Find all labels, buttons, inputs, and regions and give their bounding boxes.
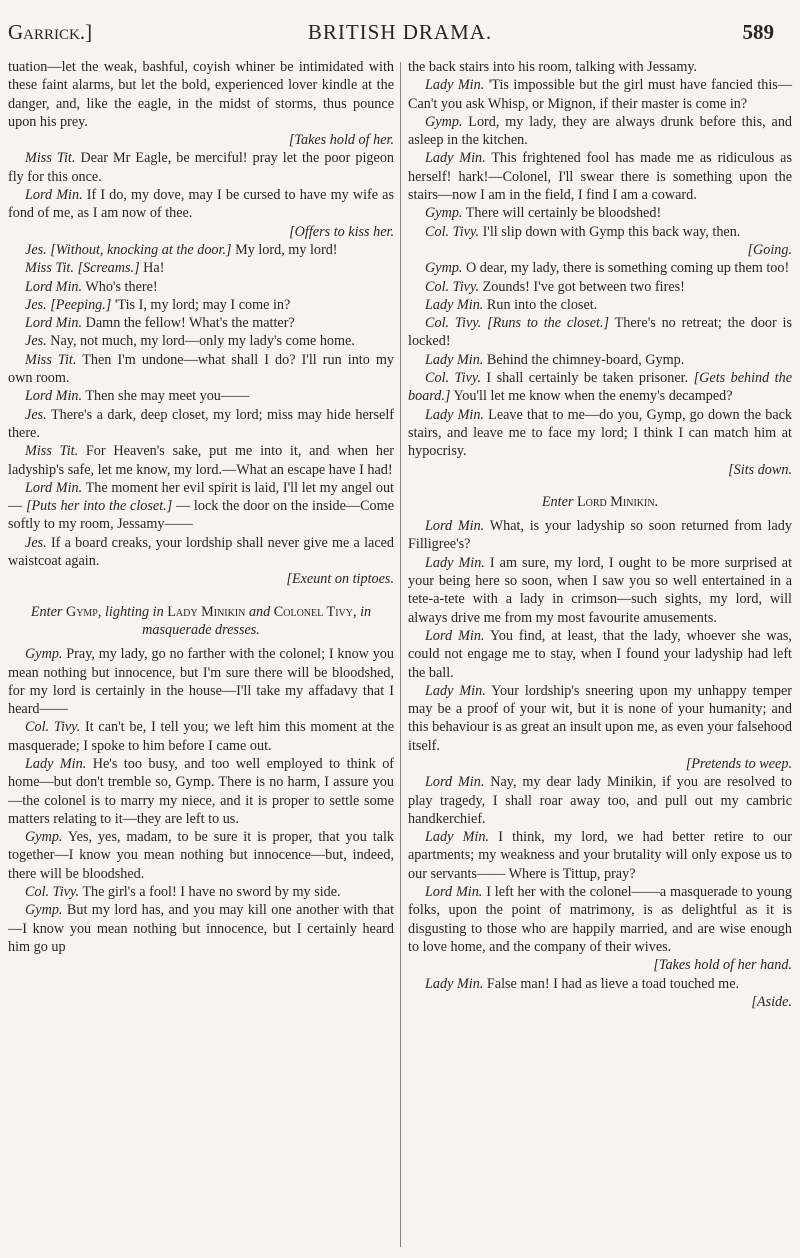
speech bbox=[408, 278, 792, 296]
speech-text: Dear Mr Eagle, be merciful! pray let the poor pigeon fly for this once. bbox=[8, 150, 395, 185]
speech-text: But my lord has, and you may kill one another with that—I know you mean nothing but innocence, but I certainly heard him go up bbox=[8, 902, 395, 955]
speaker-name: Lady Min. bbox=[25, 755, 87, 772]
speaker-name: Jes. bbox=[25, 333, 47, 350]
speech bbox=[8, 149, 394, 186]
speaker-name: Lady Min. bbox=[425, 682, 486, 699]
speech bbox=[8, 479, 394, 534]
left-column bbox=[8, 58, 394, 956]
speech-text: Zounds! I've got between two fires! bbox=[482, 278, 685, 295]
speaker-name: Lord Min. bbox=[425, 518, 485, 535]
text-line bbox=[408, 58, 792, 76]
speaker-name: Col. Tivy. bbox=[425, 223, 480, 240]
speaker-name: Col. Tivy. bbox=[25, 884, 80, 901]
speaker-name: Col. Tivy. bbox=[425, 370, 481, 387]
speaker-name: Lord Min. bbox=[25, 479, 83, 496]
entrance-word: Enter bbox=[541, 493, 577, 510]
stage-direction: [Without, knocking at the door.] bbox=[50, 241, 232, 258]
stage-direction: [Screams.] bbox=[77, 260, 140, 277]
entrance-character: Lady Minikin bbox=[167, 603, 246, 620]
stage-direction: [Takes hold of her. bbox=[288, 132, 394, 149]
entrance-word: lighting in bbox=[104, 603, 164, 620]
speech-text: What, is your ladyship so soon returned from lady Filligree's? bbox=[408, 518, 792, 553]
speech bbox=[8, 406, 394, 443]
speech bbox=[8, 332, 394, 350]
speech-text: I think, my lord, we had better retire to our apartments; my weakness and your brutality will only expose us to our servants—— Where is Tittup, pray? bbox=[408, 829, 793, 882]
speech-text: Yes, yes, madam, to be sure it is proper, that you talk together—I know you mean nothing but innocence—but, indeed, there will be bloodshed. bbox=[8, 829, 394, 882]
speech-text: Then I'm undone—what shall I do? I'll run into my own room. bbox=[8, 351, 395, 387]
speaker-name: Miss Tit. bbox=[25, 351, 77, 368]
speech bbox=[408, 828, 792, 883]
speech-text: My lord, my lord! bbox=[235, 241, 338, 258]
speaker-name: Lord Min. bbox=[425, 774, 485, 791]
speech-text: For Heaven's sake, put me into it, and when her ladyship's safe, let me know, my lord.—What an escape have I had! bbox=[8, 443, 394, 478]
speech bbox=[408, 296, 792, 314]
speech bbox=[8, 442, 394, 479]
running-head-title: BRITISH DRAMA. bbox=[307, 20, 493, 44]
stage-entrance bbox=[408, 493, 792, 511]
speech bbox=[8, 828, 394, 883]
text-line bbox=[8, 58, 394, 149]
speech-text: The girl's a fool! I have no sword by my side. bbox=[82, 884, 341, 901]
speaker-name: Lord Min. bbox=[425, 627, 485, 644]
speech-text: If a board creaks, your lordship shall never give me a laced waistcoat again. bbox=[8, 534, 395, 570]
speech-text: Behind the chimney-board, Gymp. bbox=[486, 351, 685, 368]
speaker-name: Col. Tivy. bbox=[25, 719, 81, 736]
speech bbox=[8, 278, 394, 296]
speech bbox=[408, 149, 792, 204]
speech-text: There's no retreat; the door is locked! bbox=[408, 315, 793, 350]
speech-text: False man! I had as lieve a toad touched me. bbox=[486, 975, 740, 992]
speech-text: You'll let me know when the enemy's decamped? bbox=[453, 388, 733, 405]
speaker-name: Gymp. bbox=[25, 646, 63, 663]
speaker-name: Lord Min. bbox=[25, 388, 83, 405]
speech-text: Lord, my lady, they are always drunk before this, and asleep in the kitchen. bbox=[408, 113, 793, 149]
speaker-name: Lady Min. bbox=[425, 829, 489, 846]
speech bbox=[408, 517, 792, 554]
speech-text: 'Tis impossible but the girl must have fancied this—Can't you ask Whisp, or Mignon, if their master is come in? bbox=[408, 77, 793, 112]
speech-text: Leave that to me—do you, Gymp, go down the back stairs, and leave me to face my lord; I think I can match him at hypocrisy. bbox=[408, 406, 793, 460]
entrance-word: Enter bbox=[30, 603, 66, 620]
entrance-character: Colonel Tivy, bbox=[273, 603, 357, 620]
speaker-name: Gymp. bbox=[25, 829, 63, 846]
speech-text: There's a dark, deep closet, my lord; miss may hide herself there. bbox=[8, 406, 394, 441]
speech bbox=[408, 76, 792, 113]
speech-text: — lock the door on the inside—Come softly to my room, Jessamy—— bbox=[8, 498, 394, 533]
speech-text: O dear, my lady, there is something coming up them too! bbox=[466, 260, 790, 277]
speech bbox=[408, 223, 792, 260]
speaker-name: Lord Min. bbox=[25, 187, 83, 204]
speaker-name: Lady Min. bbox=[425, 150, 486, 167]
speech-text: There will certainly be bloodshed! bbox=[465, 205, 662, 222]
stage-direction: [Sits down. bbox=[728, 461, 792, 478]
speech-text: The moment her evil spirit is laid, I'll let my angel out— bbox=[8, 479, 394, 515]
speech bbox=[408, 113, 792, 150]
speaker-name: Gymp. bbox=[425, 260, 463, 277]
speech bbox=[8, 901, 394, 956]
speech bbox=[408, 883, 792, 974]
speech bbox=[408, 259, 792, 277]
speaker-name: Miss Tit. bbox=[25, 443, 79, 460]
speech-text: Run into the closet. bbox=[486, 296, 598, 313]
stage-direction: [Takes hold of her hand. bbox=[653, 957, 792, 974]
speech bbox=[408, 369, 792, 406]
speech bbox=[8, 534, 394, 589]
speech bbox=[8, 241, 394, 259]
column-divider bbox=[400, 62, 401, 1247]
stage-direction: [Gets behind the board.] bbox=[408, 370, 792, 405]
speaker-name: Lady Min. bbox=[425, 77, 485, 94]
speech bbox=[408, 406, 792, 479]
speech bbox=[8, 718, 394, 755]
speaker-name: Jes. bbox=[25, 296, 47, 313]
speaker-name: Lord Min. bbox=[425, 884, 483, 901]
speech bbox=[408, 627, 792, 682]
speech-text: the back stairs into his room, talking with Jessamy. bbox=[408, 59, 698, 75]
speaker-name: Lady Min. bbox=[425, 406, 484, 423]
entrance-word: and bbox=[248, 603, 271, 620]
speech bbox=[408, 975, 792, 1012]
stage-direction: [Peeping.] bbox=[50, 296, 112, 313]
speaker-name: Lady Min. bbox=[425, 351, 484, 368]
speech-text: I left her with the colonel——a masquerade to young folks, upon the point of matrimony, is as delightful as it is disgusting to those who are happily married, and are wise enough to love home, and the company of their wives. bbox=[408, 884, 792, 955]
speaker-name: Jes. bbox=[25, 534, 47, 551]
speech bbox=[408, 314, 792, 351]
speech-text: Who's there! bbox=[85, 278, 158, 295]
speech bbox=[8, 296, 394, 314]
speech-text: I'll slip down with Gymp this back way, then. bbox=[482, 223, 741, 240]
speech-text: Nay, my dear lady Minikin, if you are resolved to play tragedy, I shall roar away too, and pull out my cambric handkerchief. bbox=[408, 774, 792, 827]
page-header bbox=[0, 14, 800, 54]
speech bbox=[8, 186, 394, 241]
speech-text: I am sure, my lord, I ought to be more surprised at your being here so soon, when I saw you so well entertained in a tete-a-tete with a lady in crimson—such sights, my lord, will always drive me from my most favourite amusements. bbox=[408, 554, 793, 626]
speaker-name: Miss Tit. bbox=[25, 150, 76, 167]
speech bbox=[408, 554, 792, 627]
speech-text: Pray, my lady, go no farther with the colonel; I know you mean nothing but innocence, but I'm sure there will be bloodshed, for my lord is certainly in the house—I'll take my affadavy that I heard—— bbox=[8, 646, 394, 718]
speech-text: Your lordship's sneering upon my unhappy temper may be a proof of your wit, but it is none of your humanity; and this behaviour is as great an insult upon me, as even your falsehood itself. bbox=[408, 682, 792, 754]
stage-direction: [Puts her into the closet.] bbox=[25, 498, 173, 515]
stage-direction: [Exeunt on tiptoes. bbox=[286, 571, 394, 588]
speaker-name: Jes. bbox=[25, 241, 47, 258]
speech bbox=[408, 351, 792, 369]
speech-text: Damn the fellow! What's the matter? bbox=[85, 315, 295, 332]
entrance-character: Lord Minikin. bbox=[576, 493, 659, 510]
speech bbox=[408, 682, 792, 773]
speech-text: I shall certainly be taken prisoner. bbox=[486, 370, 689, 387]
entrance-word: in masquerade dresses. bbox=[142, 603, 372, 638]
speaker-name: Jes. bbox=[25, 406, 47, 423]
speech bbox=[8, 883, 394, 901]
speaker-name: Lord Min. bbox=[25, 278, 83, 295]
speech-text: This frightened fool has made me as ridiculous as herself! hark!—Colonel, I'll swear there is something upon the stairs—now I am in the field, I find I am a coward. bbox=[408, 150, 793, 204]
speech-text: tuation—let the weak, bashful, coyish whiner be intimidated with these faint alarms, but let the bold, experienced lover kindle at the danger, and, like the eagle, in the midst of storms, thus pounce upon his prey. bbox=[8, 59, 394, 130]
speech bbox=[8, 387, 394, 405]
speech-text: 'Tis I, my lord; may I come in? bbox=[114, 296, 291, 313]
speech-text: You find, at least, that the lady, whoever she was, could not engage me to stay, when I found your ladyship had left the ball. bbox=[408, 627, 792, 681]
speaker-name: Lady Min. bbox=[425, 975, 484, 992]
stage-direction: [Runs to the closet.] bbox=[487, 315, 610, 332]
entrance-character: Gymp, bbox=[65, 603, 102, 620]
speech bbox=[8, 259, 394, 277]
stage-entrance bbox=[8, 603, 394, 640]
stage-direction: [Aside. bbox=[751, 993, 792, 1010]
speaker-name: Lady Min. bbox=[425, 296, 484, 313]
speech bbox=[408, 773, 792, 828]
speech-text: Ha! bbox=[143, 260, 165, 277]
speech-text: He's too busy, and too well employed to think of home—but don't tremble so, Gymp. There is no harm, I assure you—the colonel is to marry my niece, and it is proper to settle some matters relating to it—they are left to us. bbox=[8, 755, 395, 827]
speech-text: Nay, not much, my lord—only my lady's come home. bbox=[50, 333, 355, 350]
stage-direction: [Offers to kiss her. bbox=[289, 223, 394, 240]
stage-direction: [Going. bbox=[747, 241, 792, 258]
speaker-name: Gymp. bbox=[425, 113, 463, 130]
speech-text: If I do, my dove, may I be cursed to have my wife as fond of me, as I am now of thee. bbox=[8, 187, 394, 222]
stage-direction: [Pretends to weep. bbox=[685, 755, 792, 772]
speaker-name: Col. Tivy. bbox=[425, 315, 482, 332]
speech bbox=[8, 314, 394, 332]
speaker-name: Gymp. bbox=[25, 902, 63, 919]
speech-text: It can't be, I tell you; we left him this moment at the masquerade; I spoke to him before I came out. bbox=[8, 719, 395, 754]
speech-text: Then she may meet you—— bbox=[85, 388, 250, 405]
page-number: 589 bbox=[742, 20, 774, 44]
speech bbox=[8, 351, 394, 388]
speech bbox=[8, 755, 394, 828]
speaker-name: Lord Min. bbox=[25, 315, 83, 332]
speaker-name: Col. Tivy. bbox=[425, 278, 480, 295]
speech bbox=[8, 645, 394, 718]
speaker-name: Gymp. bbox=[425, 205, 463, 222]
right-column bbox=[408, 58, 792, 1011]
running-head-left: Garrick.] bbox=[8, 20, 93, 44]
speaker-name: Lady Min. bbox=[425, 554, 485, 571]
speaker-name: Miss Tit. bbox=[25, 260, 74, 277]
speech bbox=[408, 204, 792, 222]
